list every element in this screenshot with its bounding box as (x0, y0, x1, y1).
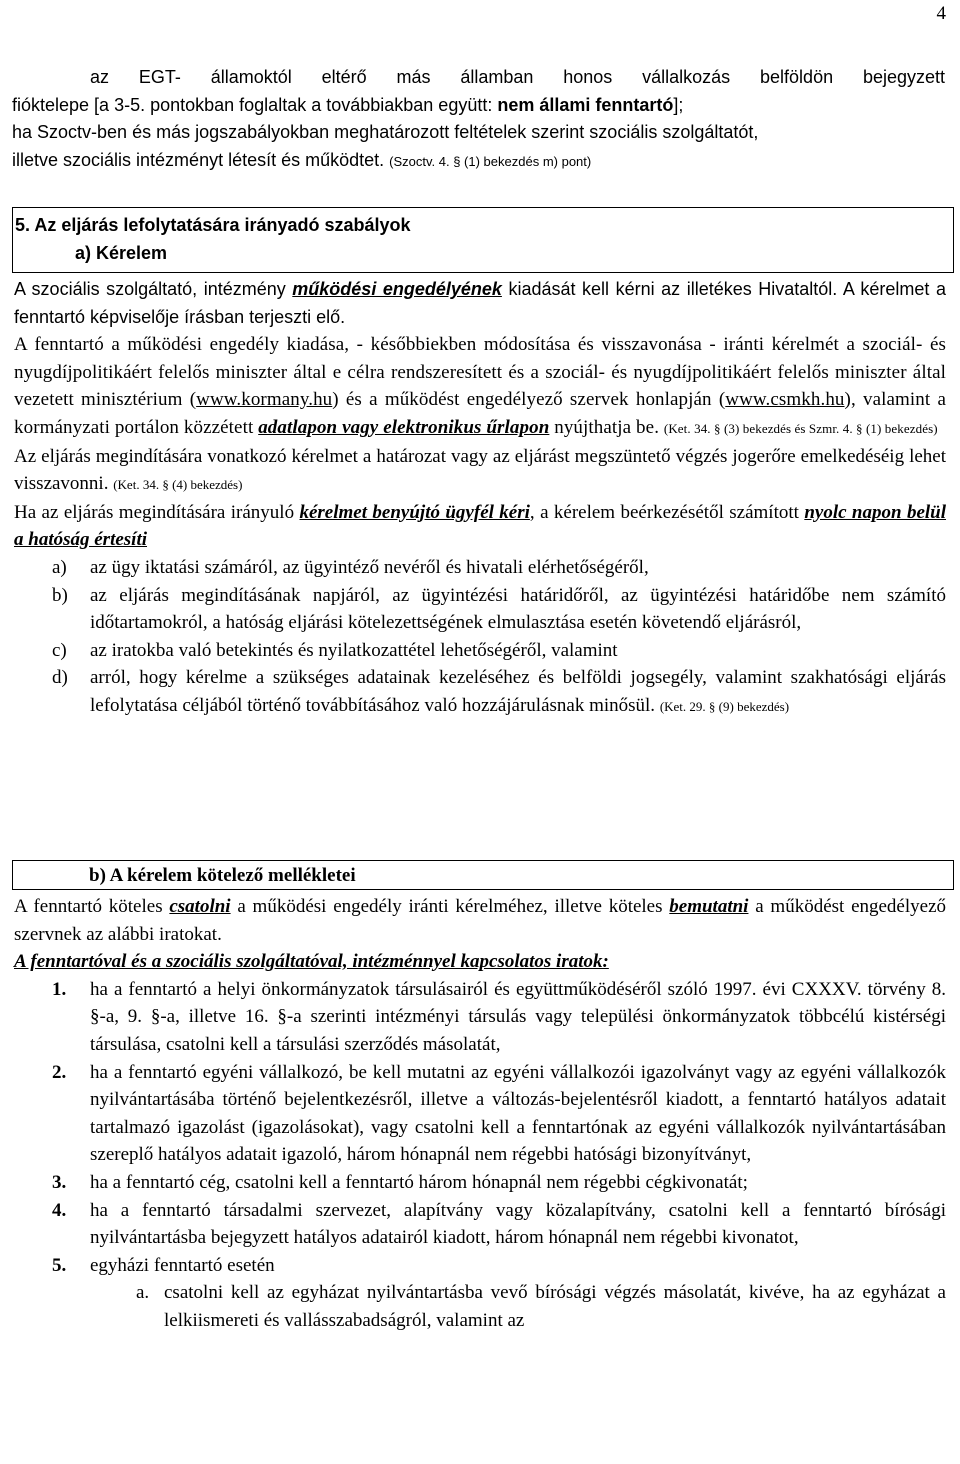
subsection-b-body (14, 893, 946, 1335)
subsection-b-heading-box (12, 860, 954, 890)
section-5-body (14, 276, 946, 721)
numbered-item-text: ha a fenntartó cég, csatolni kell a fenntartó három hónapnál nem régebbi cégkivonatát; (90, 1171, 748, 1193)
list-item (14, 554, 946, 582)
numbered-item (14, 976, 946, 1059)
p2-text-b: ) és a működést engedélyező szervek honlapján ( (332, 389, 726, 411)
intro-line-2a: fióktelepe [a 3-5. pontokban foglaltak a továbbiakban együtt: (12, 94, 498, 115)
b-p1-emphasis-2: bemutatni (669, 896, 749, 917)
intro-line-3: ha Szoctv-ben és más jogszabályokban meghatározott feltételek szerint szociális szolgáltatót, (12, 122, 759, 143)
p4-emphasis-2: nyolc napon belül a hatóság értesíti (14, 501, 947, 551)
kerelem-paragraph-1 (14, 276, 946, 331)
link-kormany[interactable]: www.kormany.hu (196, 389, 333, 411)
list-item-text: az eljárás megindításának napjáról, az ügyintézési határidőről, az ügyintézési határidőbe nem számító időtartamokról, a hatóság eljárási kötelezettségének elmulasztása esetén követendő eljárásról, (90, 584, 946, 634)
list-item-label: d) (52, 667, 68, 689)
p2-text-c: ), valamint a kormányzati portálon közzétett (14, 389, 946, 438)
list-item-reference: (Ket. 29. § (9) bekezdés) (659, 698, 790, 714)
mellekletek-intro (14, 893, 946, 948)
p2-emphasis: adatlapon vagy elektronikus űrlapon (258, 416, 550, 438)
intro-line-4: illetve szociális intézményt létesít és működtet. (12, 149, 390, 170)
iratok-heading: A fenntartóval és a szociális szolgáltatóval, intézménnyel kapcsolatos iratok: (14, 951, 609, 973)
section-5-title: 5. Az eljárás lefolytatására irányadó szabályok (15, 215, 411, 235)
p4-text-c: , a kérelem beérkezésétől számított (529, 501, 805, 523)
p1-text-a: A szociális szolgáltató, intézmény (14, 279, 293, 299)
b-p1-text-a: A fenntartó köteles (14, 896, 170, 917)
page-number: 4 (936, 3, 946, 24)
p1-emphasis: működési engedélyének (292, 279, 502, 299)
numbered-item-label: 3. (52, 1171, 67, 1193)
sub-item-text: csatolni kell az egyházat nyilvántartásba vevő bírósági végzés másolatát, kivéve, ha az egyházat a lelkiismereti és vallásszabadságról, valamint az (164, 1282, 946, 1331)
list-item-label: c) (52, 639, 67, 661)
p4-text-a: Ha az eljárás megindítására irányuló (14, 501, 300, 523)
list-item-text: az iratokba való betekintés és nyilatkozattétel lehetőségéről, valamint (90, 639, 618, 661)
intro-line-2-bold: nem állami fenntartó (497, 94, 674, 115)
p4-emphasis-1: kérelmet benyújtó ügyfél kéri (299, 501, 530, 523)
numbered-item (14, 1252, 946, 1280)
numbered-item (14, 1197, 946, 1252)
intro-line-1: az EGT- államoktól eltérő más államban honos vállalkozás belföldön bejegyzett (90, 67, 945, 87)
numbered-item-label: 4. (52, 1199, 67, 1221)
section-5-heading-box (12, 207, 954, 273)
list-item-label: a) (52, 556, 67, 578)
intro-paragraph (12, 64, 945, 175)
list-item-text: arról, hogy kérelme a szükséges adatainak kezeléséhez és belföldi jogsegély, valamint szakhatósági eljárás lefolytatása céljából történő továbbításához való hozzájárulásnak minősül. (90, 667, 946, 716)
numbered-item-label: 5. (52, 1254, 67, 1276)
p3-text: Az eljárás megindítására vonatkozó kérelmet a határozat vagy az eljárást megszüntető végzés jogerőre emelkedéséig lehet visszavonni. (14, 445, 946, 495)
b-p1-text-c: a működési engedély iránti kérelméhez, illetve köteles (230, 896, 670, 917)
numbered-item (14, 1059, 946, 1169)
numbered-item (14, 1169, 946, 1197)
numbered-item-text: ha a fenntartó a helyi önkormányzatok társulásairól és együttműködéséről szóló 1997. évi CXXXV. törvény 8. §-a, 9. §-a, illetve 16. §-a szerinti intézményi társulás vagy települési önkormányzatok többcélú kistérségi társulása, csatolni kell a társulási szerződés másolatát, (90, 978, 946, 1055)
intro-line-2c: ]; (673, 94, 684, 115)
numbered-item-text: ha a fenntartó egyéni vállalkozó, be kell mutatni az egyéni vállalkozói igazolványt vagy az egyéni vállalkozók nyilvántartásába történő bejelentkezésről, illetve a változás-bejelentésről kiadott, a fenntartó hatályos adatait tartalmazó igazolást (igazolásokat), vagy csatolni kell a fenntartónak az egyéni vállalkozók nyilvántartásában szereplő hatályos adatait igazoló, három hónapnál nem régebbi hatósági bizonyítványt, (90, 1061, 946, 1166)
subsection-b-title: b) A kérelem kötelező mellékletei (89, 865, 356, 886)
link-csmkh[interactable]: www.csmkh.hu (725, 389, 845, 411)
kerelem-paragraph-3 (14, 443, 946, 499)
list-item-text: az ügy iktatási számáról, az ügyintéző nevéről és hivatali elérhetőségéről, (90, 556, 649, 578)
list-item (14, 664, 946, 720)
p2-text-e: nyújthatja be. (549, 416, 664, 438)
list-item-label: b) (52, 584, 68, 606)
list-item (14, 637, 946, 665)
intro-reference: (Szoctv. 4. § (1) bekezdés m) pont) (389, 153, 592, 169)
p2-text-a: A fenntartó a működési engedély kiadása, - későbbiekben módosítása és visszavonása - iránti kérelmét a szociál- és nyugdíjpolitikáért felelős miniszter által e célra rendszeresített és a szociál- és nyugdíjpolitikáért felelős miniszter által vezetett minisztérium ( (14, 334, 946, 411)
sub-item-label: a. (136, 1282, 150, 1304)
subsection-a-title: a) Kérelem (75, 243, 168, 263)
numbered-item-label: 1. (52, 978, 67, 1000)
kerelem-paragraph-2 (14, 331, 946, 442)
numbered-item-text: ha a fenntartó társadalmi szervezet, alapítvány vagy közalapítvány, csatolni kell a fenntartó bírósági nyilvántartásba bejegyzett hatályos adatairól kiadott, három hónapnál nem régebbi kivonatot, (90, 1199, 946, 1249)
list-item (14, 582, 946, 637)
numbered-item-label: 2. (52, 1061, 67, 1083)
p2-reference: (Ket. 34. § (3) bekezdés és Szmr. 4. § (1) bekezdés) (663, 420, 938, 436)
b-p1-text-e: a működést engedélyező szervnek az alábbi iratokat. (14, 896, 947, 945)
sub-item (14, 1279, 946, 1334)
kerelem-paragraph-4 (14, 499, 946, 554)
p3-reference: (Ket. 34. § (4) bekezdés) (113, 477, 243, 493)
numbered-item-text: egyházi fenntartó esetén (90, 1254, 275, 1276)
b-p1-emphasis-1: csatolni (169, 896, 231, 917)
p1-text-c: kiadását kell kérni az illetékes Hivataltól. A kérelmet a fenntartó képviselője írásban terjeszti elő. (14, 279, 946, 327)
